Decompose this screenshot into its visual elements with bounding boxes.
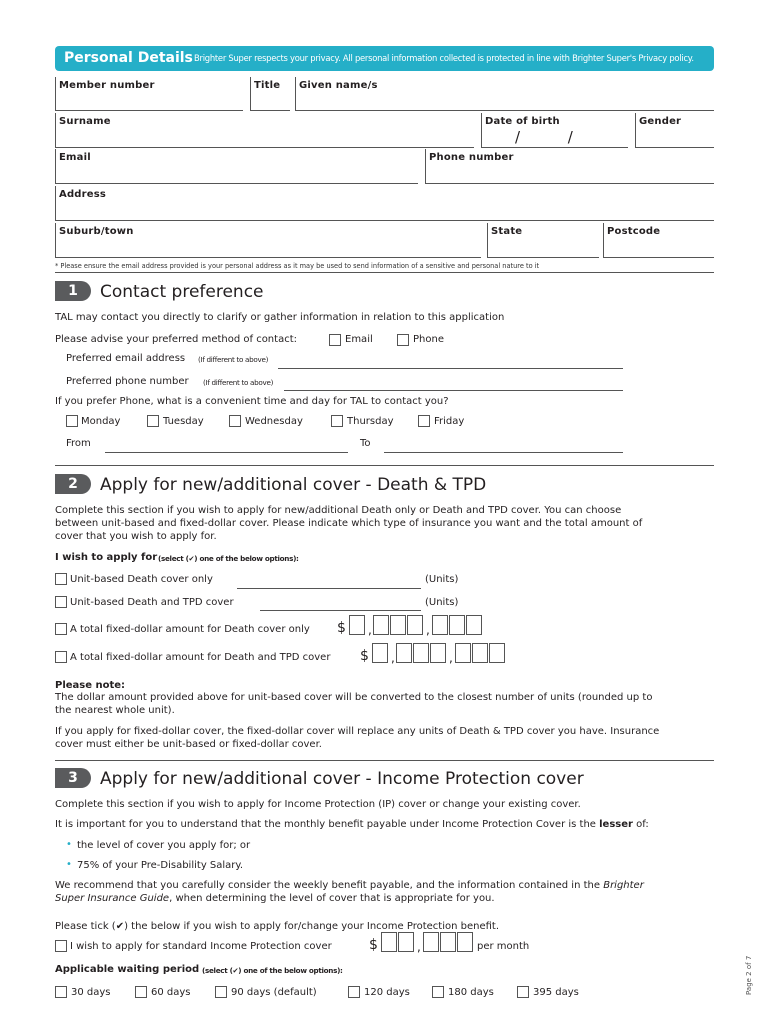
recommend-line-1 [55, 880, 644, 891]
waiting-120-checkbox[interactable] [348, 986, 360, 998]
bullet-2: 75% of your Pre-Disability Salary. [77, 860, 244, 871]
email-field[interactable] [55, 149, 418, 184]
monday-label: Monday [81, 416, 121, 427]
to-input[interactable] [384, 452, 623, 453]
friday-label: Friday [434, 416, 465, 427]
tuesday-label: Tuesday [163, 416, 204, 427]
recommend-line-2 [55, 893, 495, 904]
note-1-line-2: the nearest whole unit). [55, 705, 175, 716]
fixed-death-checkbox[interactable] [55, 623, 67, 635]
title-label: Title [254, 80, 281, 91]
ip-digit[interactable] [398, 932, 414, 952]
tuesday-checkbox[interactable] [147, 415, 159, 427]
surname-label: Surname [59, 116, 111, 127]
wish-to-apply-note: (select (✔) one of the below options): [158, 554, 299, 563]
unit-death-label: Unit-based Death cover only [70, 574, 213, 585]
waiting-120-label: 120 days [364, 987, 410, 998]
preferred-phone-input[interactable] [284, 390, 623, 391]
wish-to-apply-label: I wish to apply for [55, 552, 158, 563]
note-2-line-2: cover must either be unit-based or fixed-dollar cover. [55, 739, 322, 750]
to-label: To [360, 438, 371, 449]
date-of-birth-label: Date of birth [485, 116, 560, 127]
wednesday-checkbox[interactable] [229, 415, 241, 427]
note-2-line-1: If you apply for fixed-dollar cover, the fixed-dollar cover will replace any units of Death & TPD cover you have. Insurance [55, 726, 660, 737]
waiting-180-checkbox[interactable] [432, 986, 444, 998]
preferred-email-input[interactable] [278, 368, 623, 369]
member-number-field[interactable] [55, 77, 243, 111]
contact-phone-label: Phone [413, 334, 444, 345]
surname-field[interactable] [55, 113, 474, 148]
section-2-intro-line-3: cover that you wish to apply for. [55, 531, 217, 542]
fixed-death-dollar: $ [337, 620, 346, 636]
postcode-label: Postcode [607, 226, 661, 237]
unit-death-checkbox[interactable] [55, 573, 67, 585]
lesser-of-pre: It is important for you to understand that the monthly benefit payable under Income Protection Cover is the [55, 819, 596, 830]
ip-digit[interactable] [423, 932, 439, 952]
phone-number-field[interactable] [425, 149, 714, 184]
divider [55, 272, 714, 273]
fixed-death-digit[interactable] [449, 615, 465, 635]
section-2-intro-line-2: between unit-based and fixed-dollar cover. Please indicate which type of insurance you want and the total amount of [55, 518, 643, 529]
waiting-30-label: 30 days [71, 987, 111, 998]
from-label: From [66, 438, 91, 449]
address-label: Address [59, 189, 107, 200]
email-note: * Please ensure the email address provided is your personal address as it may be used to send information of a sensitive and personal nature to it [55, 262, 540, 270]
section-3-title: Apply for new/additional cover - Income Protection cover [100, 769, 584, 789]
section-3-intro: Complete this section if you wish to apply for Income Protection (IP) cover or change your existing cover. [55, 799, 581, 810]
gender-label: Gender [639, 116, 682, 127]
wednesday-label: Wednesday [245, 416, 303, 427]
lesser-of-bold: lesser [599, 819, 633, 830]
ip-digit[interactable] [440, 932, 456, 952]
preferred-phone-note: (If different to above) [203, 378, 274, 387]
section-2-badge: 2 [55, 474, 91, 494]
fixed-death-digit[interactable] [407, 615, 423, 635]
tick-prompt: Please tick (✔) the below if you wish to apply for/change your Income Protection benefit. [55, 921, 500, 932]
given-names-label: Given name/s [299, 80, 378, 91]
fixed-death-comma: , [368, 623, 372, 637]
fixed-tpd-digit[interactable] [430, 643, 446, 663]
fixed-tpd-digit[interactable] [413, 643, 429, 663]
waiting-395-checkbox[interactable] [517, 986, 529, 998]
date-separators: / / [515, 128, 573, 146]
title-field[interactable] [250, 77, 290, 111]
fixed-death-digit[interactable] [349, 615, 365, 635]
fixed-death-digit[interactable] [466, 615, 482, 635]
section-1-title: Contact preference [100, 282, 264, 302]
section-3-badge: 3 [55, 768, 91, 788]
state-field[interactable] [487, 223, 599, 258]
fixed-death-comma: , [426, 623, 430, 637]
fixed-tpd-comma: , [449, 651, 453, 665]
ip-digit[interactable] [381, 932, 397, 952]
thursday-checkbox[interactable] [331, 415, 343, 427]
fixed-death-digit[interactable] [373, 615, 389, 635]
waiting-90-label: 90 days (default) [231, 987, 317, 998]
fixed-tpd-comma: , [391, 651, 395, 665]
unit-tpd-label: Unit-based Death and TPD cover [70, 597, 234, 608]
from-input[interactable] [105, 452, 348, 453]
bullet-1: the level of cover you apply for; or [77, 840, 251, 851]
bullet-dot: • [66, 839, 72, 850]
contact-email-label: Email [345, 334, 373, 345]
divider [55, 760, 714, 761]
preferred-email-note: (If different to above) [198, 355, 269, 364]
thursday-label: Thursday [347, 416, 394, 427]
unit-death-units: (Units) [425, 574, 459, 585]
waiting-60-label: 60 days [151, 987, 191, 998]
fixed-tpd-digit[interactable] [472, 643, 488, 663]
recommend-guide-a: Brighter [603, 880, 644, 891]
preferred-phone-label: Preferred phone number [66, 376, 189, 387]
lesser-of-line [55, 819, 649, 830]
standard-ip-label: I wish to apply for standard Income Protection cover [70, 941, 332, 952]
unit-tpd-checkbox[interactable] [55, 596, 67, 608]
fixed-tpd-digit[interactable] [372, 643, 388, 663]
ip-comma: , [417, 940, 421, 954]
fixed-tpd-checkbox[interactable] [55, 651, 67, 663]
fixed-death-digit[interactable] [432, 615, 448, 635]
suburb-field[interactable] [55, 223, 481, 258]
waiting-period-label: Applicable waiting period [55, 964, 200, 975]
friday-checkbox[interactable] [418, 415, 430, 427]
personal-details-title: Personal Details [64, 50, 193, 66]
note-1-line-1: The dollar amount provided above for unit-based cover will be converted to the closest number of units (rounded up to [55, 692, 653, 703]
page-number: Page 2 of 7 [745, 955, 753, 995]
divider [55, 465, 714, 466]
contact-day-prompt: If you prefer Phone, what is a convenient time and day for TAL to contact you? [55, 396, 449, 407]
section-2-intro-line-1: Complete this section if you wish to apply for new/additional Death only or Death and TPD cover. You can choose [55, 505, 622, 516]
lesser-of-post: of: [636, 819, 649, 830]
contact-phone-checkbox[interactable] [397, 334, 409, 346]
recommend-guide-b: Super Insurance Guide [55, 893, 170, 904]
unit-tpd-units: (Units) [425, 597, 459, 608]
preferred-email-label: Preferred email address [66, 353, 186, 364]
state-label: State [491, 226, 523, 237]
waiting-395-label: 395 days [533, 987, 579, 998]
fixed-tpd-label: A total fixed-dollar amount for Death and TPD cover [70, 652, 331, 663]
member-number-label: Member number [59, 80, 155, 91]
email-label: Email [59, 152, 91, 163]
section-2-title: Apply for new/additional cover - Death & TPD [100, 475, 487, 495]
bullet-dot: • [66, 859, 72, 870]
given-names-field[interactable] [295, 77, 714, 111]
phone-number-label: Phone number [429, 152, 514, 163]
monday-checkbox[interactable] [66, 415, 78, 427]
unit-tpd-input[interactable] [260, 610, 421, 611]
fixed-tpd-dollar: $ [360, 648, 369, 664]
privacy-note: Brighter Super respects your privacy. All personal information collected is protected in line with Brighter Super's Privacy policy. [194, 53, 694, 63]
unit-death-input[interactable] [237, 588, 421, 589]
ip-dollar: $ [369, 937, 378, 953]
address-field[interactable] [55, 186, 714, 221]
waiting-180-label: 180 days [448, 987, 494, 998]
waiting-60-checkbox[interactable] [135, 986, 147, 998]
date-of-birth-field[interactable] [481, 113, 628, 148]
section-1-badge: 1 [55, 281, 91, 301]
per-month-label: per month [477, 941, 530, 952]
standard-ip-checkbox[interactable] [55, 940, 67, 952]
fixed-tpd-digit[interactable] [489, 643, 505, 663]
fixed-death-digit[interactable] [390, 615, 406, 635]
waiting-90-checkbox[interactable] [215, 986, 227, 998]
ip-digit[interactable] [457, 932, 473, 952]
fixed-death-label: A total fixed-dollar amount for Death cover only [70, 624, 310, 635]
waiting-30-checkbox[interactable] [55, 986, 67, 998]
postcode-field[interactable] [603, 223, 714, 258]
please-note-title: Please note: [55, 680, 126, 691]
recommend-text-1: We recommend that you carefully consider the weekly benefit payable, and the information contained in the [55, 880, 601, 891]
gender-field[interactable] [635, 113, 714, 148]
contact-method-prompt: Please advise your preferred method of contact: [55, 334, 297, 345]
personal-details-header [55, 46, 714, 71]
suburb-label: Suburb/town [59, 226, 134, 237]
fixed-tpd-digit[interactable] [396, 643, 412, 663]
section-1-intro: TAL may contact you directly to clarify or gather information in relation to this application [55, 312, 505, 323]
waiting-period-note: (select (✔) one of the below options): [202, 966, 343, 975]
contact-email-checkbox[interactable] [329, 334, 341, 346]
fixed-tpd-digit[interactable] [455, 643, 471, 663]
recommend-text-2: , when determining the level of cover that is appropriate for you. [169, 893, 495, 904]
